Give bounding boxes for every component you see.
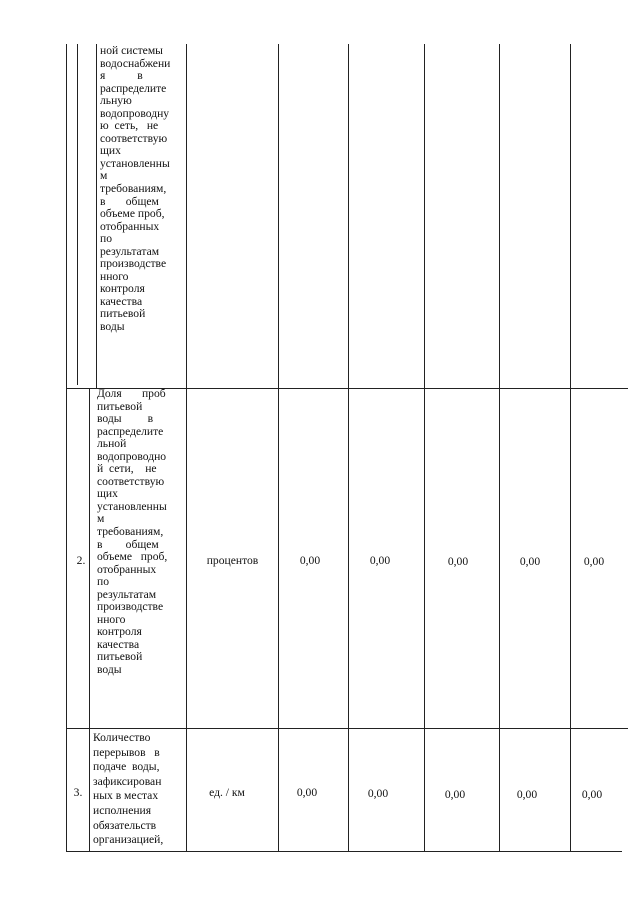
value-cell: 0,00 [516,788,538,801]
value-cell: 0,00 [367,787,389,800]
col-divider [424,44,425,852]
indicator-description: ной системы водоснабжени я в распределите льную водопроводну ю сеть, не соответствую щих установленны м требованиям, в общем объеме проб, отобранных по результатам производстве нного контроля качества питьевой воды [100,44,171,334]
col-divider [348,44,349,852]
col-divider [77,44,78,385]
value-cell: 0,00 [369,554,391,567]
value-cell: 0,00 [583,555,605,568]
col-divider [89,388,90,852]
unit-cell: процентов [206,554,259,567]
row-divider [66,728,628,729]
indicator-description: Доля проб питьевой воды в распределите льной водопроводно й сети, не соответствую щих установленны м требованиям, в общем объеме проб, отобранных по результатам производстве нного контроля качества питьевой воды [97,387,168,677]
row-number: 2. [76,554,86,567]
value-cell: 0,00 [296,786,318,799]
row-number: 3. [73,786,83,799]
value-cell: 0,00 [444,788,466,801]
indicator-description: Количество перерывов в подаче воды, зафиксирован ных в местах исполнения обязательств организацией, [93,731,164,847]
value-cell: 0,00 [519,555,541,568]
value-cell: 0,00 [581,788,603,801]
col-divider [570,44,571,852]
col-divider [278,44,279,852]
table-border-bottom [66,851,622,852]
col-divider [96,44,97,388]
value-cell: 0,00 [447,555,469,568]
col-divider [186,44,187,852]
table-border-left [66,44,67,852]
value-cell: 0,00 [299,554,321,567]
col-divider [499,44,500,852]
unit-cell: ед. / км [209,786,245,799]
